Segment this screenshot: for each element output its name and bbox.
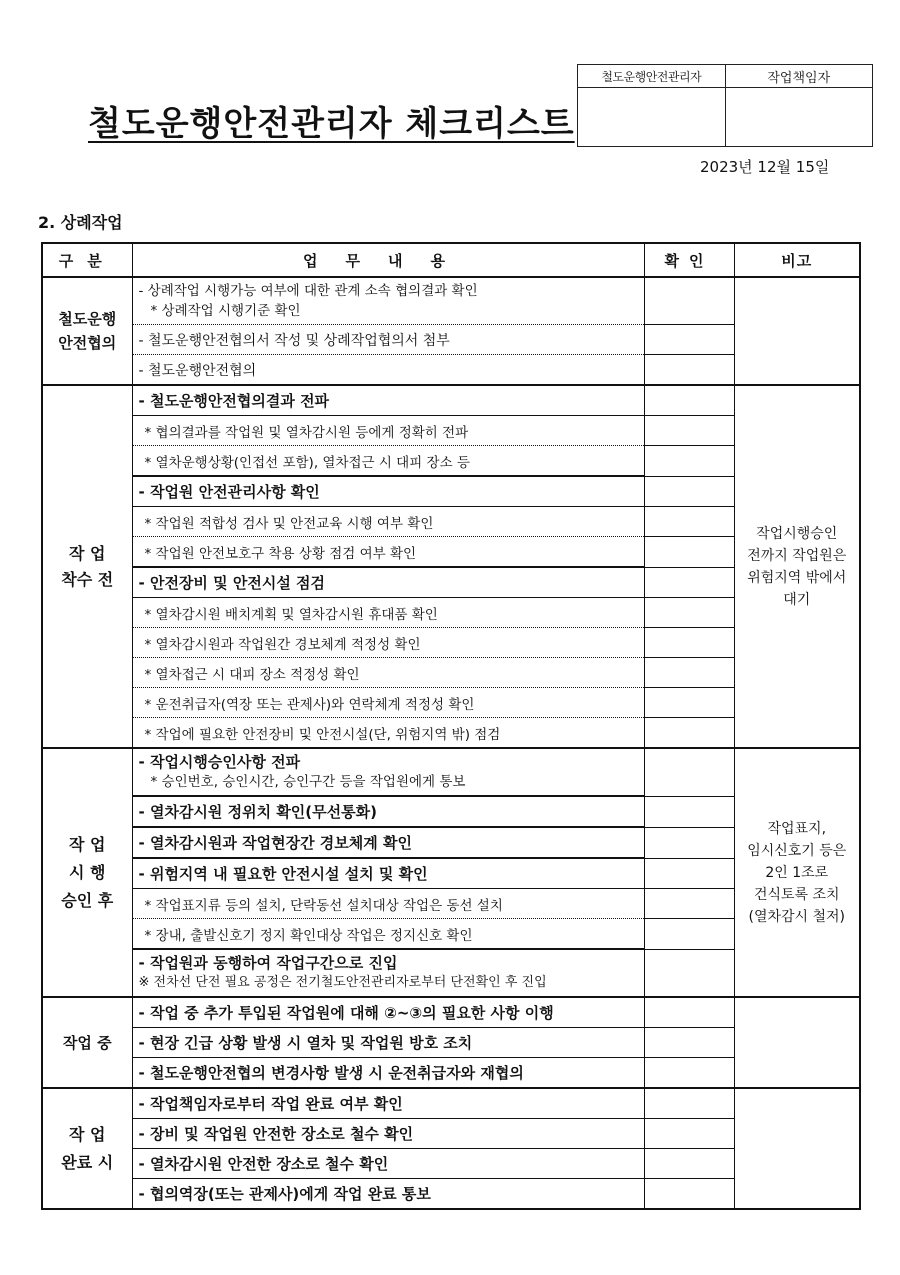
category-cell: 철도운행 안전협의 xyxy=(42,277,132,385)
task-item: - 현장 긴급 상황 발생 시 열차 및 작업원 방호 조치 xyxy=(132,1028,644,1058)
sign-label-work-leader: 작업책임자 xyxy=(725,65,873,88)
note-cell: 작업시행승인 전까지 작업원은 위험지역 밖에서 대기 xyxy=(734,385,860,748)
confirm-checkbox[interactable] xyxy=(644,718,734,749)
header-category: 구분 xyxy=(42,243,132,277)
confirm-checkbox[interactable] xyxy=(644,416,734,446)
task-item: - 철도운행안전협의 변경사항 발생 시 운전취급자와 재협의 xyxy=(132,1058,644,1089)
task-item: * 협의결과를 작업원 및 열차감시원 등에게 정확히 전파 xyxy=(132,416,644,446)
confirm-checkbox[interactable] xyxy=(644,598,734,628)
task-item: - 작업원 안전관리사항 확인 xyxy=(132,476,644,507)
confirm-checkbox[interactable] xyxy=(644,748,734,796)
task-item: * 열차접근 시 대피 장소 적정성 확인 xyxy=(132,658,644,688)
task-item: - 작업시행승인사항 전파 * 승인번호, 승인시간, 승인구간 등을 작업원에게 통보 xyxy=(132,748,644,796)
sign-label-safety-manager: 철도운행안전관리자 xyxy=(578,65,726,88)
confirm-checkbox[interactable] xyxy=(644,919,734,950)
task-item: * 열차감시원과 작업원간 경보체계 적정성 확인 xyxy=(132,628,644,658)
task-item: - 작업 중 추가 투입된 작업원에 대해 ②~③의 필요한 사항 이행 xyxy=(132,997,644,1028)
confirm-checkbox[interactable] xyxy=(644,1058,734,1089)
category-cell: 작 업 착수 전 xyxy=(42,385,132,748)
confirm-checkbox[interactable] xyxy=(644,1088,734,1119)
table-row xyxy=(42,1088,860,1119)
confirm-checkbox[interactable] xyxy=(644,858,734,889)
task-item: - 철도운행안전협의서 작성 및 상례작업협의서 첨부 xyxy=(132,325,644,355)
header-task: 업무내용 xyxy=(132,243,644,277)
confirm-checkbox[interactable] xyxy=(644,507,734,537)
table-row xyxy=(42,385,860,416)
table-row xyxy=(42,997,860,1028)
checklist-table xyxy=(41,242,861,1210)
confirm-checkbox[interactable] xyxy=(644,796,734,827)
header-confirm: 확인 xyxy=(644,243,734,277)
task-item: - 철도운행안전협의결과 전파 xyxy=(132,385,644,416)
confirm-checkbox[interactable] xyxy=(644,1119,734,1149)
category-cell: 작업 중 xyxy=(42,997,132,1088)
note-cell: 작업표지, 임시신호기 등은 2인 1조로 건식토록 조치 (열차감시 철저) xyxy=(734,748,860,997)
confirm-checkbox[interactable] xyxy=(644,949,734,997)
task-item: - 작업책임자로부터 작업 완료 여부 확인 xyxy=(132,1088,644,1119)
confirm-checkbox[interactable] xyxy=(644,476,734,507)
task-item: - 상례작업 시행가능 여부에 대한 관계 소속 협의결과 확인 * 상례작업 시행기준 확인 xyxy=(132,277,644,325)
task-item: - 협의역장(또는 관제사)에게 작업 완료 통보 xyxy=(132,1179,644,1210)
confirm-checkbox[interactable] xyxy=(644,277,734,325)
confirm-checkbox[interactable] xyxy=(644,537,734,568)
task-item: * 운전취급자(역장 또는 관제사)와 연락체계 적정성 확인 xyxy=(132,688,644,718)
header-note: 비고 xyxy=(734,243,860,277)
signature-box xyxy=(577,64,873,147)
category-cell: 작 업 완료 시 xyxy=(42,1088,132,1209)
task-item: * 작업원 적합성 검사 및 안전교육 시행 여부 확인 xyxy=(132,507,644,537)
task-item: - 안전장비 및 안전시설 점검 xyxy=(132,567,644,598)
task-item: * 작업에 필요한 안전장비 및 안전시설(단, 위험지역 밖) 점검 xyxy=(132,718,644,749)
confirm-checkbox[interactable] xyxy=(644,688,734,718)
task-item: - 열차감시원과 작업현장간 경보체계 확인 xyxy=(132,827,644,858)
sign-field-work-leader[interactable] xyxy=(725,88,873,147)
note-cell xyxy=(734,277,860,385)
section-title: 2. 상례작업 xyxy=(38,213,123,232)
table-header-row xyxy=(42,243,860,277)
confirm-checkbox[interactable] xyxy=(644,1028,734,1058)
confirm-checkbox[interactable] xyxy=(644,889,734,919)
table-row xyxy=(42,277,860,325)
task-item: - 열차감시원 정위치 확인(무선통화) xyxy=(132,796,644,827)
confirm-checkbox[interactable] xyxy=(644,355,734,386)
confirm-checkbox[interactable] xyxy=(644,628,734,658)
confirm-checkbox[interactable] xyxy=(644,567,734,598)
sign-field-safety-manager[interactable] xyxy=(578,88,726,147)
confirm-checkbox[interactable] xyxy=(644,325,734,355)
confirm-checkbox[interactable] xyxy=(644,827,734,858)
confirm-checkbox[interactable] xyxy=(644,658,734,688)
task-item: - 장비 및 작업원 안전한 장소로 철수 확인 xyxy=(132,1119,644,1149)
category-cell: 작 업 시 행 승인 후 xyxy=(42,748,132,997)
task-item: - 위험지역 내 필요한 안전시설 설치 및 확인 xyxy=(132,858,644,889)
table-row xyxy=(42,748,860,796)
task-item: * 작업원 안전보호구 착용 상황 점검 여부 확인 xyxy=(132,537,644,568)
note-cell xyxy=(734,1088,860,1209)
confirm-checkbox[interactable] xyxy=(644,1179,734,1210)
document-title: 철도운행안전관리자 체크리스트 xyxy=(88,104,575,144)
task-item: - 철도운행안전협의 xyxy=(132,355,644,386)
task-item: * 열차운행상황(인접선 포함), 열차접근 시 대피 장소 등 xyxy=(132,446,644,477)
note-cell xyxy=(734,997,860,1088)
task-item: * 작업표지류 등의 설치, 단락동선 설치대상 작업은 동선 설치 xyxy=(132,889,644,919)
task-item: * 장내, 출발신호기 정지 확인대상 작업은 정지신호 확인 xyxy=(132,919,644,950)
task-item: - 작업원과 동행하여 작업구간으로 진입 ※ 전차선 단전 필요 공정은 전기철도안전관리자로부터 단전확인 후 진입 xyxy=(132,949,644,997)
confirm-checkbox[interactable] xyxy=(644,446,734,477)
confirm-checkbox[interactable] xyxy=(644,997,734,1028)
confirm-checkbox[interactable] xyxy=(644,385,734,416)
task-item: - 열차감시원 안전한 장소로 철수 확인 xyxy=(132,1149,644,1179)
task-item: * 열차감시원 배치계획 및 열차감시원 휴대품 확인 xyxy=(132,598,644,628)
document-date: 2023년 12월 15일 xyxy=(700,158,830,176)
confirm-checkbox[interactable] xyxy=(644,1149,734,1179)
